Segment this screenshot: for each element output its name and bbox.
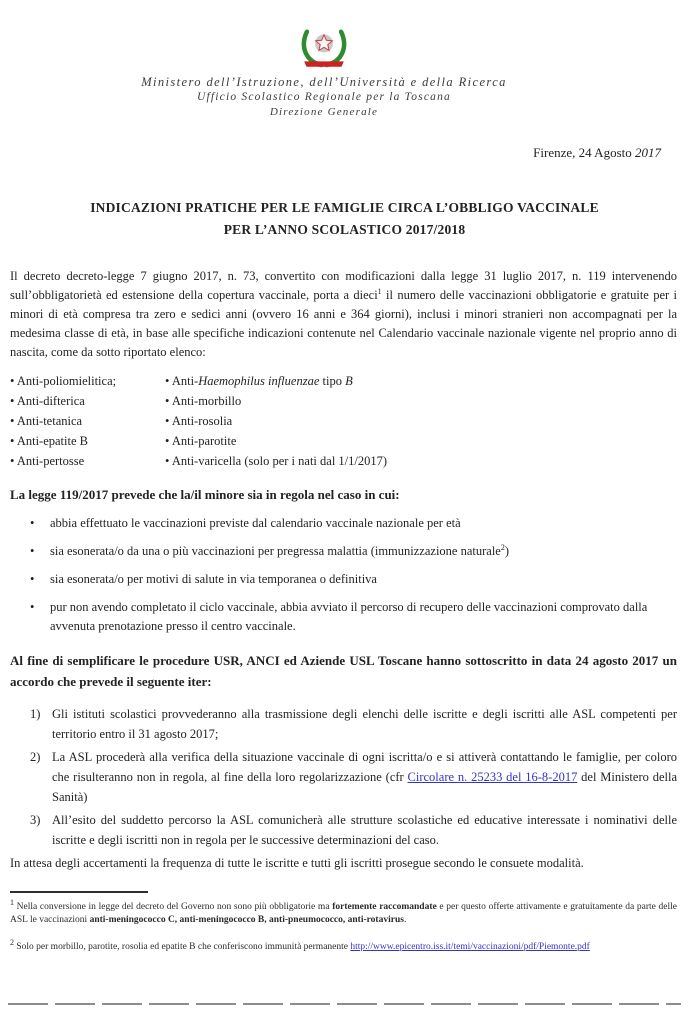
accord-item-2-text: La ASL procederà alla verifica della situazione vaccinale di ogni iscritta/o e si attiverà contattando le famiglie, per coloro che risulteranno non in regola, al fine della loro regolarizzazione (cfr: [52, 750, 677, 784]
accord-item-1: Gli istituti scolastici provvederanno alla trasmissione degli elenchi delle iscritte e degli iscritti alle ASL competenti per territorio entro il 31 agosto 2017;: [52, 707, 677, 741]
list-item: • Anti-epatite B: [10, 431, 165, 451]
vaccine-mid: tipo: [319, 374, 346, 388]
italian-republic-emblem-icon: [297, 24, 351, 70]
circolare-link[interactable]: Circolare n. 25233 del 16-8-2017: [407, 770, 578, 784]
ministry-name: Ministero dell’Istruzione, dell’Università e della Ricerca: [141, 75, 507, 89]
bullet-icon: •: [30, 516, 35, 530]
list-item: • Anti-varicella (solo per i nati dal 1/1/2017): [165, 451, 387, 471]
footnote-separator: [10, 891, 148, 893]
footnote-2-marker: 2: [10, 937, 14, 947]
law-bullet-1: abbia effettuato le vaccinazioni previste dal calendario vaccinale nazionale per età: [50, 516, 461, 530]
title-line1: INDICAZIONI PRATICHE PER LE FAMIGLIE CIRCA L’OBBLIGO VACCINALE: [90, 200, 599, 215]
footnote-2-text: Solo per morbillo, parotite, rosolia ed epatite B che conferiscono immunità permanente: [14, 942, 351, 952]
closing-paragraph: In attesa degli accertamenti la frequenza di tutte le iscritte e tutti gli iscritti prosegue secondo le consuete modalità.: [10, 856, 584, 870]
footnote-ref-2: 2: [500, 542, 505, 552]
footnote-1-text-2: e per questo offerte attivamente e gratuitamente da parte delle ASL le vaccinazioni: [10, 902, 677, 925]
law-bullet-3: sia esonerata/o per motivi di salute in via temporanea o definitiva: [50, 572, 377, 586]
title-line2: PER L’ANNO SCOLASTICO 2017/2018: [223, 222, 466, 237]
law-heading: La legge 119/2017 prevede che la/il minore sia in regola nel caso in cui:: [10, 487, 400, 502]
list-item: [30, 704, 677, 744]
footnote-1-bold-1: fortemente raccomandate: [332, 902, 437, 912]
footnote-1-text: Nella conversione in legge del decreto del Governo non sono più obbligatorie ma: [14, 902, 333, 912]
accord-item-3: All’esito del suddetto percorso la ASL comunicherà alle strutture scolastiche ed educative interessate i nominativi delle iscritte e degli iscritti non in regola per le successive determinazioni del caso.: [52, 813, 677, 847]
bullet-icon: •: [30, 544, 35, 558]
accord-numbered-list: [30, 704, 677, 850]
item-number: 1): [30, 707, 41, 721]
list-item: [30, 514, 677, 533]
accord-item-2-close: del Ministero della Sanità): [52, 770, 677, 804]
vaccine-type-letter: B: [345, 374, 353, 388]
law-bullet-4: pur non avendo completato il ciclo vaccinale, abbia avviato il percorso di recupero delle vaccinazioni comprovato dalla avvenuta prenotazione presso il centro vaccinale.: [50, 600, 648, 633]
list-item: [30, 598, 677, 636]
list-item: • Anti-difterica: [10, 391, 165, 411]
footnote-1: [10, 897, 677, 927]
bullet-icon: •: [30, 572, 35, 586]
intro-text-1: Il decreto decreto-legge 7 giugno 2017, n. 73, convertito con modificazioni dalla legge 31 luglio 2017, n. 119 intervenendo sull’obbligatorietà ed estensione della copertura vaccinale, porta a dieci: [10, 269, 677, 302]
footnote-1-marker: 1: [10, 897, 14, 907]
vaccine-prefix: Anti-: [171, 374, 199, 388]
vaccine-list-left: [10, 371, 165, 471]
list-item: [30, 810, 677, 850]
footnote-1-period: .: [403, 915, 407, 925]
list-item: • Anti-poliomielitica;: [10, 371, 165, 391]
accord-item-2: [52, 747, 677, 807]
list-item: • Anti-tetanica: [10, 411, 165, 431]
list-item: [30, 542, 677, 561]
footnotes-block: [10, 891, 677, 954]
list-item: [30, 747, 677, 807]
letterhead: [0, 0, 648, 119]
vaccine-list-right: [165, 371, 387, 471]
accord-heading: Al fine di semplificare le procedure USR, ANCI ed Aziende USL Toscane hanno sottoscritto in data 24 agosto 2017 un accordo che prevede il seguente iter:: [10, 653, 677, 689]
law-bullet-2: [50, 542, 677, 561]
intro-paragraph: [10, 267, 677, 362]
footnote-ref-1: 1: [377, 286, 382, 296]
direzione-generale: Direzione Generale: [269, 106, 379, 118]
list-item: • Anti-parotite: [165, 431, 387, 451]
regional-office-name: Ufficio Scolastico Regionale per la Toscana: [196, 91, 451, 103]
footnote-2: [10, 937, 677, 954]
dateline-year: 2017: [635, 145, 661, 160]
list-item: [30, 570, 677, 589]
footnote-1-bold-2: anti-meningococco C, anti-meningococco B, anti-pneumococco, anti-rotavirus: [89, 915, 404, 925]
list-item: • Anti-rosolia: [165, 411, 387, 431]
item-number: 2): [30, 750, 41, 764]
law-bullet-2-close: ): [504, 544, 510, 558]
page-bottom-dashed-line: [8, 1003, 681, 1005]
epicentro-url-link[interactable]: http://www.epicentro.iss.it/temi/vaccinazioni/pdf/Piemonte.pdf: [350, 942, 590, 952]
item-number: 3): [30, 813, 41, 827]
list-item: [165, 371, 387, 391]
bullet-icon: •: [30, 600, 35, 614]
intro-text-2: il numero delle vaccinazioni obbligatorie e gratuite per i minori di età compresa tra zero e sedici anni (ovvero 16 anni e 364 giorni), inclusi i minori stranieri non accompagnati per la medesima classe di età, in base alle specifiche indicazioni contenute nel Calendario vaccinale nazionale vigente nel proprio anno di nascita, come da sotto riportato elenco:: [10, 288, 677, 359]
list-item: • Anti-pertosse: [10, 451, 165, 471]
law-bullet-2-text: sia esonerata/o da una o più vaccinazioni per pregressa malattia (immunizzazione naturale: [50, 544, 501, 558]
dateline: [0, 145, 689, 161]
document-title: [20, 197, 669, 241]
vaccine-list: [10, 371, 689, 471]
vaccine-latin-name: Haemophilus influenzae: [198, 374, 320, 388]
law-bullet-list: [30, 514, 677, 636]
list-item: • Anti-morbillo: [165, 391, 387, 411]
dateline-city: Firenze, 24 Agosto: [533, 145, 635, 160]
